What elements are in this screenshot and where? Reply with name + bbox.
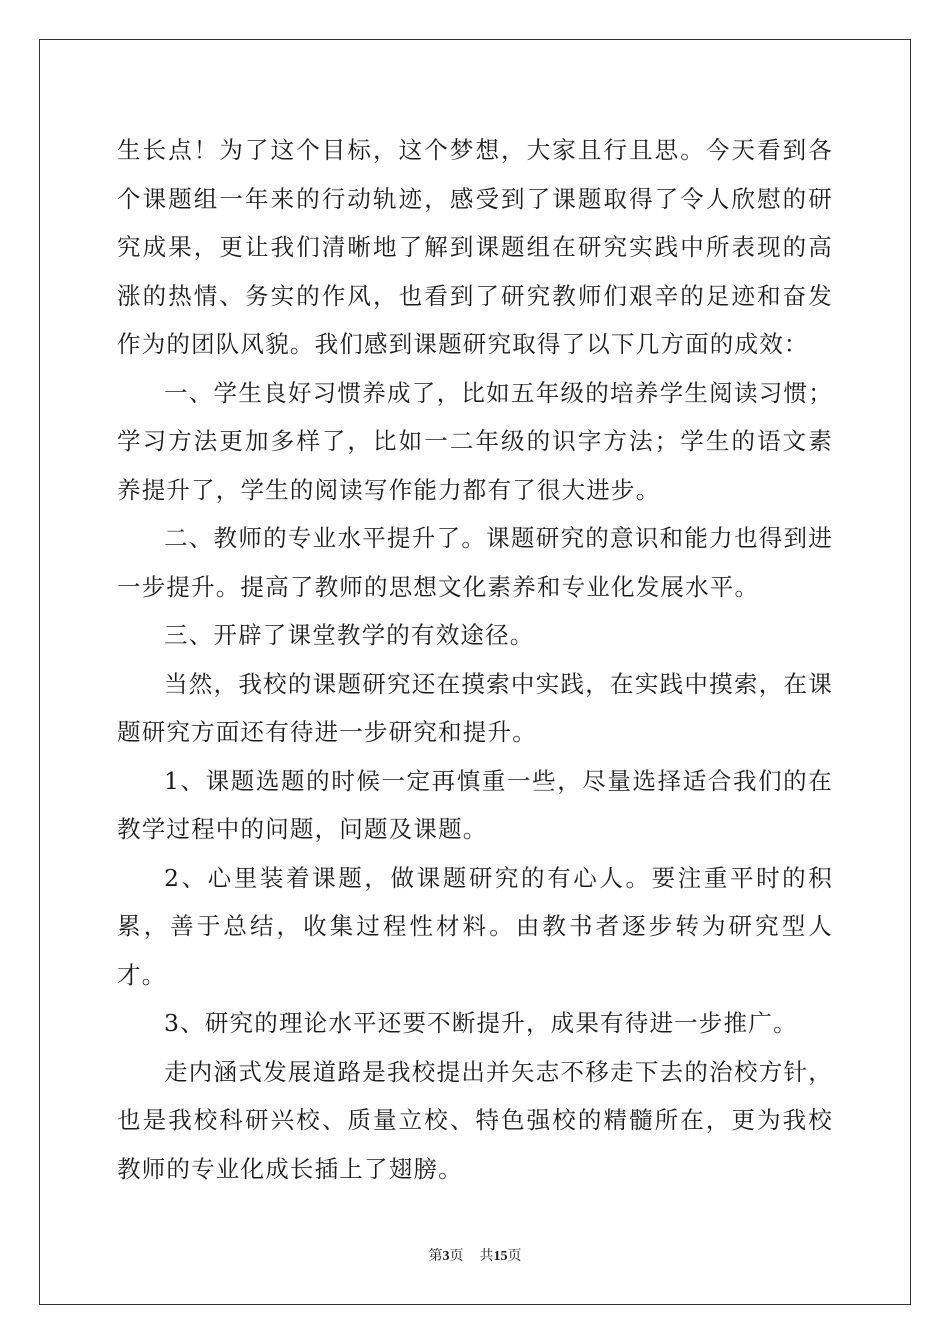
document-body	[117, 126, 833, 1193]
paragraph-7: 2、心里装着课题，做课题研究的有心人。要注重平时的积累，善于总结，收集过程性材料。由教书者逐步转为研究型人才。	[117, 863, 833, 989]
total-pages-indicator: 共15页	[479, 1248, 522, 1264]
page-footer	[0, 1246, 950, 1267]
paragraph-1: 生长点！为了这个目标，这个梦想，大家且行且思。今天看到各个课题组一年来的行动轨迹，感受到了课题取得了令人欣慰的研究成果，更让我们清晰地了解到课题组在研究实践中所表现的高涨的热情、务实的作风，也看到了研究教师们艰辛的足迹和奋发作为的团队风貌。我们感到课题研究取得了以下几方面的成效：	[117, 136, 833, 358]
paragraph-2: 一、学生良好习惯养成了，比如五年级的培养学生阅读习惯；学习方法更加多样了，比如一二年级的识字方法；学生的语文素养提升了，学生的阅读写作能力都有了很大进步。	[117, 378, 833, 504]
paragraph-4: 三、开辟了课堂教学的有效途径。	[164, 621, 535, 649]
paragraph-8: 3、研究的理论水平还要不断提升，成果有待进一步推广。	[164, 1009, 798, 1037]
paragraph-3: 二、教师的专业水平提升了。课题研究的意识和能力也得到进一步提升。提高了教师的思想文化素养和专业化发展水平。	[117, 524, 833, 601]
paragraph-5: 当然，我校的课题研究还在摸索中实践，在实践中摸索，在课题研究方面还有待进一步研究和提升。	[117, 669, 833, 746]
paragraph-9: 走内涵式发展道路是我校提出并矢志不移走下去的治校方针，也是我校科研兴校、质量立校、特色强校的精髓所在，更为我校教师的专业化成长插上了翅膀。	[117, 1057, 833, 1183]
page-indicator: 第3页	[428, 1248, 464, 1264]
paragraph-6: 1、课题选题的时候一定再慎重一些，尽量选择适合我们的在教学过程中的问题，问题及课题。	[117, 766, 833, 843]
